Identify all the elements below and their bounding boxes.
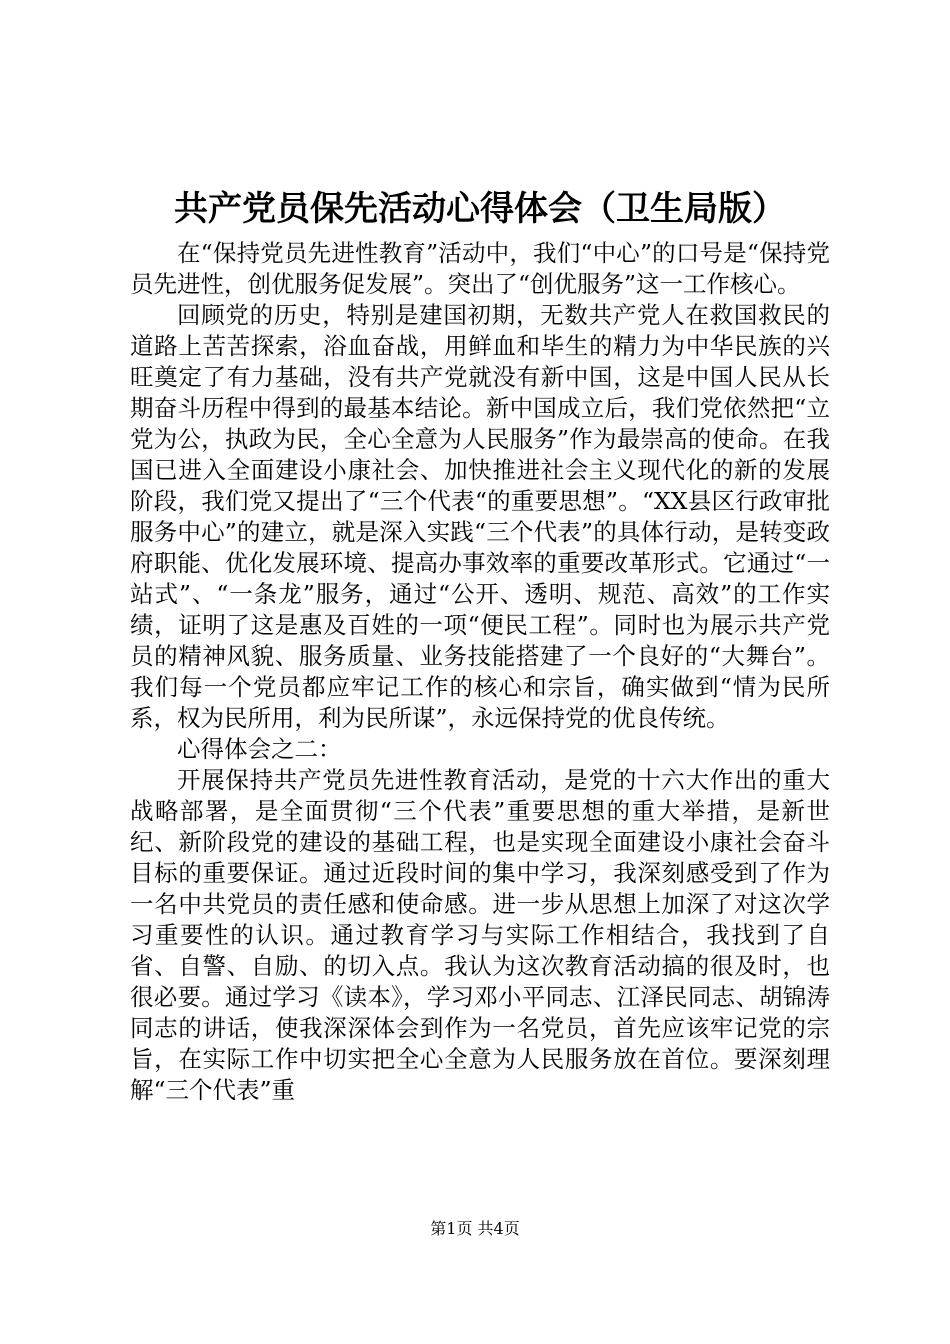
paragraph: 在“保持党员先进性教育”活动中，我们“中心”的口号是“保持党员先进性，创优服务促发展”。突出了“创优服务”这一工作核心。 [130, 239, 830, 298]
section-heading: 心得体会之二： [177, 735, 342, 763]
document-title: 共产党员保先活动心得体会（卫生局版） [174, 189, 786, 229]
paragraph: 回顾党的历史，特别是建国初期，无数共产党人在救国救民的道路上苦苦探索，浴血奋战，用鲜血和毕生的精力为中华民族的兴旺奠定了有力基础，没有共产党就没有新中国，这是中国人民从长期奋斗历程中得到的最基本结论。新中国成立后，我们党依然把“立党为公，执政为民，全心全意为人民服务”作为最崇高的使命。在我国已进入全面建设小康社会、加快推进社会主义现代化的新的发展阶段，我们党又提出了“三个代表“的重要思想”。“XX县区行政审批服务中心”的建立，就是深入实践“三个代表”的具体行动，是转变政府职能、优化发展环境、提高办事效率的重要改革形式。它通过“一站式”、“一条龙”服务，通过“公开、透明、规范、高效”的工作实绩，证明了这是惠及百姓的一项“便民工程”。同时也为展示共产党员的精神风貌、服务质量、业务技能搭建了一个良好的“大舞台”。我们每一个党员都应牢记工作的核心和宗旨，确实做到“情为民所系，权为民所用，利为民所谋”，永远保持党的优良传统。 [130, 301, 830, 732]
document-body [130, 238, 830, 1106]
page-number-footer: 第1页 共4页 [430, 1219, 520, 1238]
paragraph: 开展保持共产党员先进性教育活动，是党的十六大作出的重大战略部署，是全面贯彻“三个代表”重要思想的重大举措，是新世纪、新阶段党的建设的基础工程，也是实现全面建设小康社会奋斗目标的重要保证。通过近段时间的集中学习，我深刻感受到了作为一名中共党员的责任感和使命感。进一步从思想上加深了对这次学习重要性的认识。通过教育学习与实际工作相结合，我找到了自省、自警、自励、的切入点。我认为这次教育活动搞的很及时，也很必要。通过学习《读本》，学习邓小平同志、江泽民同志、胡锦涛同志的讲话，使我深深体会到作为一名党员，首先应该牢记党的宗旨，在实际工作中切实把全心全意为人民服务放在首位。要深刻理解“三个代表”重 [130, 766, 830, 1104]
